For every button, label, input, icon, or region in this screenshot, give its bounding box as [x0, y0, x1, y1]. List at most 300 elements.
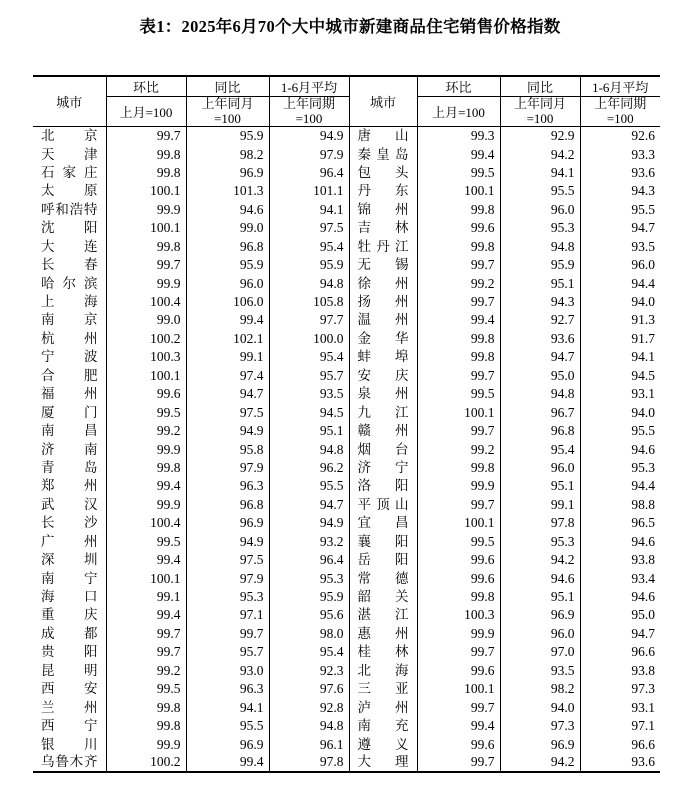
yoy-value-cell: 95.1 [500, 274, 580, 292]
yoy-value-cell: 95.3 [500, 532, 580, 550]
mom-value-cell: 99.7 [417, 698, 500, 716]
yoy-value-cell: 101.3 [186, 182, 269, 200]
city-cell [33, 422, 106, 440]
header-mom-base-right: 上月=100 [417, 97, 500, 127]
mom-value-cell: 99.5 [417, 385, 500, 403]
city-name: 韶 关 [357, 589, 409, 604]
avg-value-cell: 97.1 [580, 717, 660, 735]
city-cell [349, 569, 417, 587]
city-name: 安 庆 [357, 367, 409, 383]
city-name: 大 理 [357, 754, 409, 770]
city-name: 平 顶 山 [357, 496, 409, 512]
mom-value-cell: 99.6 [417, 735, 500, 753]
avg-value-cell: 94.7 [269, 495, 349, 513]
avg-value-cell: 93.8 [580, 661, 660, 679]
city-cell [33, 698, 106, 716]
yoy-value-cell: 94.0 [500, 698, 580, 716]
yoy-value-cell: 95.7 [186, 643, 269, 661]
mom-value-cell: 100.2 [106, 753, 186, 771]
city-name: 广 州 [41, 533, 98, 549]
mom-value-cell: 99.4 [106, 551, 186, 569]
avg-value-cell: 94.6 [580, 532, 660, 550]
yoy-value-cell: 96.7 [500, 403, 580, 421]
yoy-value-cell: 94.2 [500, 145, 580, 163]
mom-value-cell: 99.7 [417, 643, 500, 661]
page [0, 13, 700, 788]
city-cell [349, 606, 417, 624]
table-row [33, 588, 660, 606]
mom-value-cell: 99.7 [106, 127, 186, 145]
mom-value-cell: 99.5 [417, 532, 500, 550]
avg-value-cell: 96.2 [269, 458, 349, 476]
avg-value-cell: 94.3 [580, 182, 660, 200]
city-name: 金 华 [357, 330, 409, 346]
mom-value-cell: 99.8 [106, 145, 186, 163]
city-cell [33, 293, 106, 311]
city-name: 泸 州 [357, 699, 409, 715]
city-cell [349, 127, 417, 145]
table-row [33, 145, 660, 163]
city-name: 沈 阳 [41, 220, 98, 236]
header-avg-left: 1-6月平均 [269, 76, 349, 97]
city-cell [33, 624, 106, 642]
mom-value-cell: 100.2 [106, 329, 186, 347]
avg-value-cell: 105.8 [269, 293, 349, 311]
city-cell [349, 366, 417, 384]
yoy-value-cell: 96.9 [186, 163, 269, 181]
city-cell [349, 256, 417, 274]
header-avg-base-line1: 上年同期 [282, 96, 335, 111]
yoy-value-cell: 94.7 [186, 385, 269, 403]
mom-value-cell: 99.8 [106, 237, 186, 255]
city-name: 唐 山 [357, 128, 409, 144]
yoy-value-cell: 95.9 [186, 256, 269, 274]
avg-value-cell: 93.2 [269, 532, 349, 550]
yoy-value-cell: 99.7 [186, 624, 269, 642]
city-name: 武 汉 [41, 496, 98, 512]
city-cell [33, 661, 106, 679]
city-cell [33, 551, 106, 569]
mom-value-cell: 100.1 [106, 569, 186, 587]
city-cell [349, 219, 417, 237]
avg-value-cell: 95.5 [580, 200, 660, 218]
mom-value-cell: 99.4 [417, 311, 500, 329]
table-row [33, 403, 660, 421]
city-cell [33, 514, 106, 532]
city-cell [349, 182, 417, 200]
mom-value-cell: 99.6 [417, 569, 500, 587]
avg-value-cell: 94.4 [580, 477, 660, 495]
city-name: 合 肥 [41, 367, 98, 383]
yoy-value-cell: 96.8 [186, 237, 269, 255]
city-cell [33, 219, 106, 237]
city-cell [349, 385, 417, 403]
yoy-value-cell: 97.1 [186, 606, 269, 624]
mom-value-cell: 100.1 [417, 182, 500, 200]
mom-value-cell: 99.7 [106, 624, 186, 642]
table-row [33, 274, 660, 292]
city-name: 西 宁 [41, 718, 98, 734]
avg-value-cell: 97.7 [269, 311, 349, 329]
avg-value-cell: 95.3 [580, 458, 660, 476]
yoy-value-cell: 97.4 [186, 366, 269, 384]
city-name: 三 亚 [357, 681, 409, 697]
avg-value-cell: 94.6 [580, 440, 660, 458]
city-name: 贵 阳 [41, 644, 98, 660]
city-name: 南 宁 [41, 570, 98, 586]
city-name: 宁 波 [41, 349, 98, 365]
table-row [33, 569, 660, 587]
yoy-value-cell: 96.9 [500, 606, 580, 624]
table-row [33, 477, 660, 495]
mom-value-cell: 99.8 [417, 237, 500, 255]
city-cell [33, 477, 106, 495]
mom-value-cell: 99.9 [106, 495, 186, 513]
city-cell [33, 569, 106, 587]
city-name: 乌 鲁 木 齐 [41, 754, 98, 770]
yoy-value-cell: 96.8 [186, 495, 269, 513]
city-name: 南 昌 [41, 423, 98, 439]
city-cell [33, 182, 106, 200]
yoy-value-cell: 94.9 [186, 532, 269, 550]
yoy-value-cell: 96.9 [186, 735, 269, 753]
avg-value-cell: 97.6 [269, 680, 349, 698]
yoy-value-cell: 95.5 [500, 182, 580, 200]
table-row [33, 551, 660, 569]
city-name: 洛 阳 [357, 478, 409, 494]
header-yoy-left: 同比 [186, 76, 269, 97]
yoy-value-cell: 95.3 [500, 219, 580, 237]
mom-value-cell: 99.2 [417, 440, 500, 458]
header-mom-left: 环比 [106, 76, 186, 97]
city-cell [33, 532, 106, 550]
header-yoy-base-left [186, 97, 269, 127]
avg-value-cell: 97.8 [269, 753, 349, 771]
table-row [33, 422, 660, 440]
yoy-value-cell: 99.1 [186, 348, 269, 366]
table-header [33, 76, 660, 127]
city-cell [349, 717, 417, 735]
mom-value-cell: 99.8 [417, 458, 500, 476]
mom-value-cell: 99.3 [417, 127, 500, 145]
avg-value-cell: 95.7 [269, 366, 349, 384]
table-row [33, 680, 660, 698]
city-name: 银 川 [41, 736, 98, 752]
mom-value-cell: 99.2 [106, 661, 186, 679]
city-name: 无 锡 [357, 257, 409, 273]
avg-value-cell: 94.1 [580, 348, 660, 366]
table-row [33, 348, 660, 366]
city-cell [33, 735, 106, 753]
mom-value-cell: 99.8 [106, 717, 186, 735]
yoy-value-cell: 95.9 [186, 127, 269, 145]
city-name: 泉 州 [357, 386, 409, 402]
city-cell [33, 237, 106, 255]
city-cell [349, 422, 417, 440]
table-row [33, 256, 660, 274]
city-cell [33, 385, 106, 403]
city-name: 惠 州 [357, 625, 409, 641]
mom-value-cell: 99.9 [417, 624, 500, 642]
city-cell [349, 514, 417, 532]
mom-value-cell: 99.6 [417, 551, 500, 569]
yoy-value-cell: 92.7 [500, 311, 580, 329]
yoy-value-cell: 96.9 [186, 514, 269, 532]
city-name: 杭 州 [41, 330, 98, 346]
yoy-value-cell: 95.3 [186, 588, 269, 606]
yoy-value-cell: 96.0 [500, 458, 580, 476]
avg-value-cell: 95.9 [269, 588, 349, 606]
avg-value-cell: 98.0 [269, 624, 349, 642]
table-row [33, 237, 660, 255]
city-name: 宜 昌 [357, 515, 409, 531]
yoy-value-cell: 97.0 [500, 643, 580, 661]
avg-value-cell: 95.3 [269, 569, 349, 587]
city-name: 长 沙 [41, 515, 98, 531]
city-name: 烟 台 [357, 441, 409, 457]
city-name: 哈 尔 滨 [41, 275, 98, 291]
table-row [33, 643, 660, 661]
mom-value-cell: 99.1 [106, 588, 186, 606]
city-cell [33, 311, 106, 329]
city-name: 昆 明 [41, 662, 98, 678]
yoy-value-cell: 93.5 [500, 661, 580, 679]
city-name: 南 充 [357, 718, 409, 734]
city-cell [33, 403, 106, 421]
city-cell [33, 495, 106, 513]
city-cell [33, 274, 106, 292]
mom-value-cell: 99.8 [417, 348, 500, 366]
table-row [33, 698, 660, 716]
avg-value-cell: 91.7 [580, 329, 660, 347]
avg-value-cell: 94.8 [269, 440, 349, 458]
yoy-value-cell: 94.6 [186, 200, 269, 218]
mom-value-cell: 99.9 [417, 477, 500, 495]
city-cell [349, 698, 417, 716]
table-row [33, 219, 660, 237]
avg-value-cell: 98.8 [580, 495, 660, 513]
city-name: 岳 阳 [357, 552, 409, 568]
mom-value-cell: 100.1 [417, 680, 500, 698]
city-cell [349, 680, 417, 698]
yoy-value-cell: 97.8 [500, 514, 580, 532]
avg-value-cell: 94.7 [580, 219, 660, 237]
yoy-value-cell: 96.3 [186, 680, 269, 698]
table-row [33, 182, 660, 200]
yoy-value-cell: 96.0 [186, 274, 269, 292]
avg-value-cell: 96.6 [580, 735, 660, 753]
table-row [33, 200, 660, 218]
city-cell [349, 753, 417, 771]
mom-value-cell: 99.9 [106, 735, 186, 753]
yoy-value-cell: 96.3 [186, 477, 269, 495]
price-index-table [33, 75, 660, 773]
mom-value-cell: 99.7 [417, 495, 500, 513]
yoy-value-cell: 98.2 [500, 680, 580, 698]
page-title: 表1：2025年6月70个大中城市新建商品住宅销售价格指数 [139, 17, 561, 36]
avg-value-cell: 100.0 [269, 329, 349, 347]
avg-value-cell: 91.3 [580, 311, 660, 329]
mom-value-cell: 100.4 [106, 514, 186, 532]
header-avg-base-line1: 上年同期 [594, 96, 647, 111]
mom-value-cell: 99.5 [106, 680, 186, 698]
mom-value-cell: 99.9 [106, 200, 186, 218]
header-yoy-base-line2: =100 [214, 110, 241, 126]
header-yoy-base-line1: 上年同月 [201, 96, 254, 111]
city-name: 深 圳 [41, 552, 98, 568]
mom-value-cell: 99.5 [106, 532, 186, 550]
mom-value-cell: 99.7 [417, 366, 500, 384]
avg-value-cell: 93.1 [580, 385, 660, 403]
mom-value-cell: 100.1 [106, 219, 186, 237]
avg-value-cell: 95.6 [269, 606, 349, 624]
yoy-value-cell: 94.2 [500, 551, 580, 569]
yoy-value-cell: 97.3 [500, 717, 580, 735]
mom-value-cell: 99.7 [106, 256, 186, 274]
yoy-value-cell: 99.1 [500, 495, 580, 513]
city-name: 福 州 [41, 386, 98, 402]
city-cell [349, 403, 417, 421]
yoy-value-cell: 102.1 [186, 329, 269, 347]
avg-value-cell: 97.5 [269, 219, 349, 237]
mom-value-cell: 99.9 [106, 274, 186, 292]
city-name: 锦 州 [357, 201, 409, 217]
city-cell [33, 163, 106, 181]
header-yoy-right: 同比 [500, 76, 580, 97]
table-row [33, 311, 660, 329]
city-name: 蚌 埠 [357, 349, 409, 365]
header-yoy-base-line2: =100 [526, 110, 554, 126]
city-cell [33, 753, 106, 771]
mom-value-cell: 99.8 [106, 163, 186, 181]
city-cell [349, 293, 417, 311]
yoy-value-cell: 93.6 [500, 329, 580, 347]
table-row [33, 366, 660, 384]
city-name: 呼 和 浩 特 [41, 201, 98, 217]
table-row [33, 329, 660, 347]
city-name: 徐 州 [357, 275, 409, 291]
avg-value-cell: 93.3 [580, 145, 660, 163]
mom-value-cell: 99.8 [417, 329, 500, 347]
yoy-value-cell: 95.5 [186, 717, 269, 735]
header-avg-right: 1-6月平均 [580, 76, 660, 97]
table-row [33, 661, 660, 679]
city-cell [349, 440, 417, 458]
mom-value-cell: 99.6 [417, 661, 500, 679]
table-row [33, 735, 660, 753]
city-cell [33, 588, 106, 606]
mom-value-cell: 99.8 [106, 698, 186, 716]
avg-value-cell: 92.3 [269, 661, 349, 679]
city-cell [33, 256, 106, 274]
city-cell [33, 329, 106, 347]
city-name: 海 口 [41, 589, 98, 604]
yoy-value-cell: 95.9 [500, 256, 580, 274]
mom-value-cell: 100.3 [106, 348, 186, 366]
header-yoy-base-right [500, 97, 580, 127]
mom-value-cell: 99.8 [417, 200, 500, 218]
avg-value-cell: 93.5 [580, 237, 660, 255]
yoy-value-cell: 96.0 [500, 624, 580, 642]
avg-value-cell: 97.9 [269, 145, 349, 163]
header-avg-base-line2: =100 [606, 110, 634, 126]
city-name: 成 都 [41, 625, 98, 641]
city-cell [349, 661, 417, 679]
yoy-value-cell: 106.0 [186, 293, 269, 311]
city-cell [349, 495, 417, 513]
city-cell [33, 717, 106, 735]
avg-value-cell: 93.1 [580, 698, 660, 716]
mom-value-cell: 99.5 [106, 403, 186, 421]
table-row [33, 127, 660, 145]
yoy-value-cell: 95.4 [500, 440, 580, 458]
avg-value-cell: 93.4 [580, 569, 660, 587]
yoy-value-cell: 94.8 [500, 385, 580, 403]
avg-value-cell: 92.6 [580, 127, 660, 145]
city-name: 太 原 [41, 183, 98, 199]
city-cell [349, 145, 417, 163]
city-cell [349, 551, 417, 569]
city-name: 北 海 [357, 662, 409, 678]
city-cell [33, 680, 106, 698]
city-name: 包 头 [357, 164, 409, 180]
avg-value-cell: 94.9 [269, 127, 349, 145]
city-name: 大 连 [41, 238, 98, 254]
mom-value-cell: 100.1 [417, 514, 500, 532]
city-name: 襄 阳 [357, 533, 409, 549]
yoy-value-cell: 95.0 [500, 366, 580, 384]
yoy-value-cell: 99.4 [186, 311, 269, 329]
yoy-value-cell: 92.9 [500, 127, 580, 145]
table-row [33, 514, 660, 532]
yoy-value-cell: 99.4 [186, 753, 269, 771]
table-row [33, 440, 660, 458]
yoy-value-cell: 94.1 [500, 163, 580, 181]
yoy-value-cell: 98.2 [186, 145, 269, 163]
mom-value-cell: 99.7 [417, 422, 500, 440]
mom-value-cell: 100.4 [106, 293, 186, 311]
yoy-value-cell: 96.0 [500, 200, 580, 218]
mom-value-cell: 99.7 [106, 643, 186, 661]
avg-value-cell: 94.5 [269, 403, 349, 421]
yoy-value-cell: 97.9 [186, 458, 269, 476]
city-name: 青 岛 [41, 459, 98, 475]
city-name: 兰 州 [41, 699, 98, 715]
city-name: 重 庆 [41, 607, 98, 623]
yoy-value-cell: 94.6 [500, 569, 580, 587]
avg-value-cell: 95.5 [580, 422, 660, 440]
header-avg-base-left [269, 97, 349, 127]
mom-value-cell: 100.1 [417, 403, 500, 421]
city-name: 丹 东 [357, 183, 409, 199]
city-name: 扬 州 [357, 294, 409, 309]
table-row [33, 717, 660, 735]
avg-value-cell: 96.4 [269, 163, 349, 181]
city-name: 赣 州 [357, 423, 409, 439]
city-name: 牡 丹 江 [357, 238, 409, 254]
avg-value-cell: 95.1 [269, 422, 349, 440]
city-cell [349, 624, 417, 642]
avg-value-cell: 94.8 [269, 274, 349, 292]
city-name: 遵 义 [357, 736, 409, 752]
city-name: 石 家 庄 [41, 164, 98, 180]
mom-value-cell: 99.7 [417, 293, 500, 311]
avg-value-cell: 96.5 [580, 514, 660, 532]
table-row [33, 624, 660, 642]
city-name: 郑 州 [41, 478, 98, 494]
city-name: 常 德 [357, 570, 409, 586]
avg-value-cell: 93.6 [580, 163, 660, 181]
